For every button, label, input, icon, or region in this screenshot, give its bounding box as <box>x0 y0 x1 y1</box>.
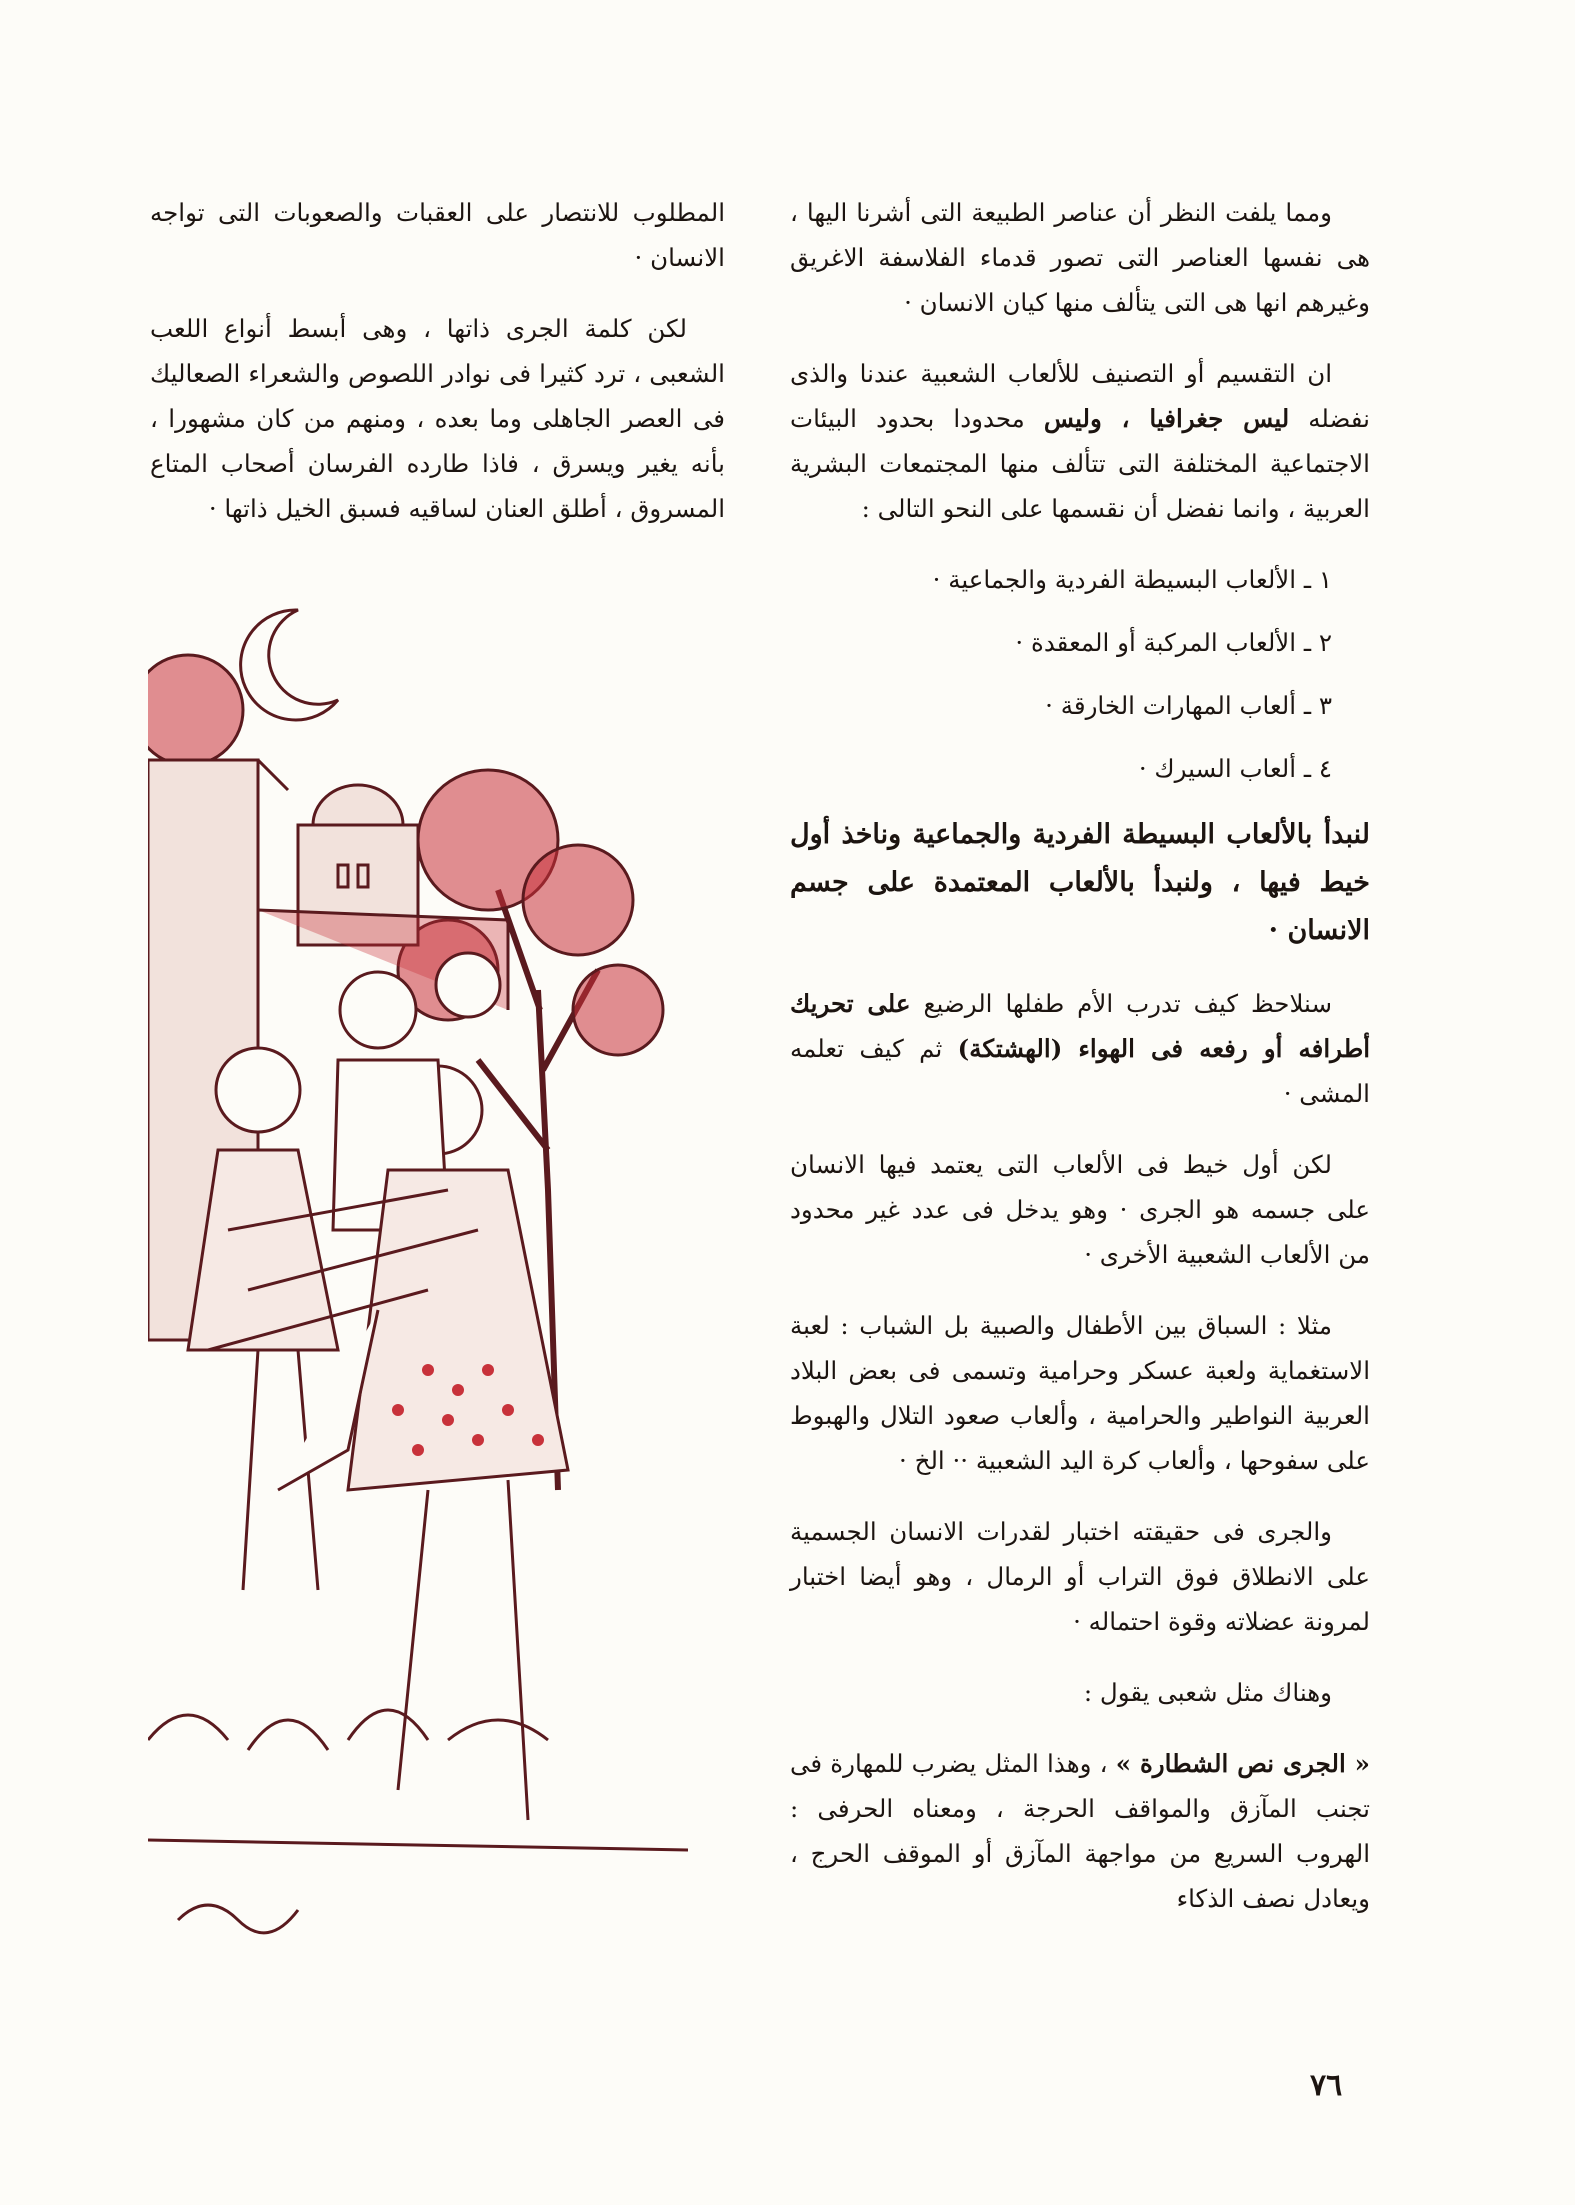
artist-signature <box>178 1905 298 1933</box>
paragraph: وهناك مثل شعبى يقول : <box>1083 1678 1332 1707</box>
right-text-column <box>790 190 1370 1947</box>
list-item: ٢ ـ الألعاب المركبة أو المعقدة · <box>1015 628 1332 657</box>
text-run: محدودا بحدود البيئات الاجتماعية المختلفة التى تتألف منها المجتمعات البشرية العربية ، وانما نفضل أن نقسمها على النحو التالى : <box>790 404 1370 523</box>
list-item: ٤ ـ ألعاب السيرك · <box>1138 754 1332 783</box>
bold-text-run: ليس جغرافيا ، وليس <box>1043 404 1290 433</box>
list-item: ١ ـ الألعاب البسيطة الفردية والجماعية · <box>932 565 1332 594</box>
grass-icon <box>148 1710 688 1850</box>
paragraph <box>790 1741 1370 1921</box>
bold-text-run: على تحريك أطرافه أو رفعه فى الهواء (الهشتكة) <box>790 989 1370 1063</box>
children-figures-icon <box>188 953 568 1820</box>
text-run: ، وهذا المثل يضرب للمهارة فى تجنب المآزق والمواقف الحرجة ، ومعناه الحرفى : الهروب السريع من مواجهة المآزق أو الموقف الحرج ، ويعادل نصف الذكاء <box>790 1749 1370 1913</box>
crescent-moon-icon <box>241 610 338 720</box>
paragraph <box>790 981 1370 1116</box>
children-playing-illustration <box>148 590 688 2040</box>
paragraph: المطلوب للانتصار على العقبات والصعوبات التى تواجه الانسان · <box>150 198 725 272</box>
list-item: ٣ ـ ألعاب المهارات الخارقة · <box>1045 691 1332 720</box>
paragraph: مثلا : السباق بين الأطفال والصبية بل الشباب : لعبة الاستغماية ولعبة عسكر وحرامية وتسمى فى بعض البلاد العربية النواطير والحرامية ، وألعاب صعود التلال والهبوط على سفوحها ، وألعاب كرة اليد الشعبية ·· الخ · <box>790 1311 1370 1475</box>
text-run: ثم كيف تعلمه المشى · <box>790 1034 1370 1108</box>
page-number: ٧٦ <box>1310 2068 1343 2103</box>
paragraph: لكن كلمة الجرى ذاتها ، وهى أبسط أنواع اللعب الشعبى ، ترد كثيرا فى نوادر اللصوص والشعراء الصعاليك فى العصر الجاهلى وما بعده ، ومنهم من كان مشهورا ، بأنه يغير ويسرق ، فاذا طارده الفرسان أصحاب المتاع المسروق ، أطلق العنان لساقيه فسبق الخيل ذاتها · <box>150 314 725 523</box>
text-run: ان التقسيم أو التصنيف للألعاب الشعبية عندنا والذى نفضله <box>790 359 1370 433</box>
paragraph: لكن أول خيط فى الألعاب التى يعتمد فيها الانسان على جسمه هو الجرى · وهو يدخل فى عدد غير محدود من الألعاب الشعبية الأخرى · <box>790 1150 1370 1269</box>
text-run: سنلاحظ كيف تدرب الأم طفلها الرضيع <box>910 989 1332 1018</box>
categories-list <box>790 557 1370 791</box>
section-heading: لنبدأ بالألعاب البسيطة الفردية والجماعية وناخذ أول خيط فيها ، ولنبدأ بالألعاب المعتمدة على جسم الانسان · <box>790 819 1370 946</box>
paragraph: ومما يلفت النظر أن عناصر الطبيعة التى أشرنا اليها ، هى نفسها العناصر التى تصور قدماء الفلاسفة الاغريق وغيرهم انها هى التى يتألف منها كيان الانسان · <box>790 198 1370 317</box>
paragraph: والجرى فى حقيقته اختبار لقدرات الانسان الجسمية على الانطلاق فوق التراب أو الرمال ، وهو أيضا اختبار لمرونة عضلاته وقوة احتماله · <box>790 1517 1370 1636</box>
paragraph <box>790 351 1370 531</box>
proverb-bold: « الجرى نص الشطارة » <box>1115 1749 1370 1778</box>
left-text-column <box>150 190 725 557</box>
